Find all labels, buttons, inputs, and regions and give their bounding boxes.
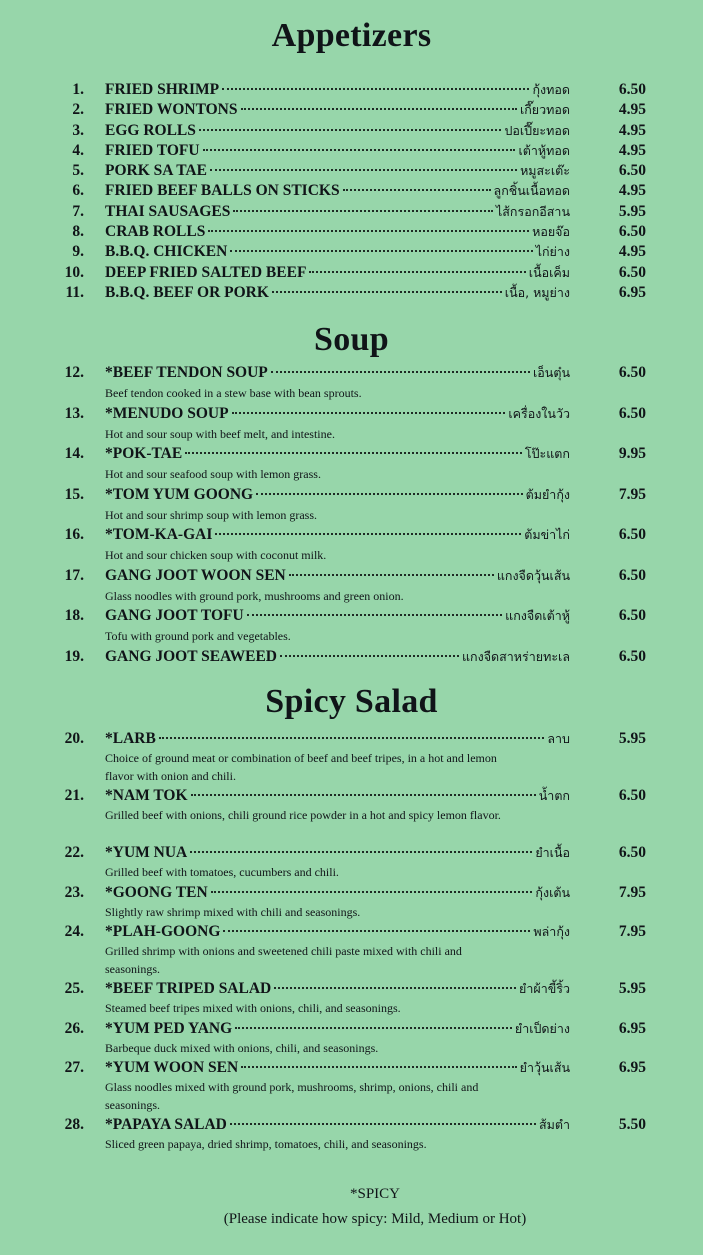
item-number: 18.	[64, 607, 84, 624]
item-line	[105, 646, 570, 668]
menu-item	[0, 605, 703, 646]
item-price: 6.50	[618, 844, 646, 861]
item-thai-name: ไส้กรอกอีสาน	[496, 203, 570, 219]
menu-item-row	[0, 242, 703, 262]
item-number: 24.	[64, 923, 84, 940]
menu-item-row	[0, 263, 703, 283]
item-price: 6.50	[618, 81, 646, 98]
item-name: EGG ROLLS	[105, 121, 196, 139]
dot-leader	[233, 210, 493, 212]
item-name: FRIED TOFU	[105, 141, 200, 159]
dot-leader	[223, 930, 530, 932]
menu-item-row	[0, 121, 703, 141]
item-number: 10.	[64, 263, 84, 281]
item-number: 16.	[64, 526, 84, 543]
item-line	[105, 484, 570, 506]
menu-item	[0, 263, 703, 283]
menu-item-row	[0, 362, 703, 384]
item-number: 3.	[72, 121, 84, 139]
appetizers-list	[0, 80, 703, 303]
item-description: Hot and sour soup with beef melt, and intestine.	[105, 426, 335, 441]
item-thai-name: ต้มยำกุ้ง	[525, 486, 570, 502]
dot-leader	[159, 737, 545, 739]
item-price: 6.50	[618, 566, 646, 584]
item-thai-name: กุ้งทอด	[532, 82, 570, 97]
item-price: 4.95	[618, 121, 646, 139]
item-number: 12.	[64, 364, 84, 381]
item-line	[105, 403, 570, 425]
dot-leader	[274, 987, 516, 989]
item-thai-name: ต้มข่าไก่	[524, 527, 570, 542]
soup-heading: Soup	[314, 321, 389, 358]
item-price: 6.50	[618, 647, 646, 665]
dot-leader	[280, 655, 459, 657]
item-price: 6.50	[618, 223, 646, 241]
item-description: Hot and sour shrimp soup with lemon grass.	[105, 507, 317, 522]
item-description: Glass noodles mixed with ground pork, mushrooms, shrimp, onions, chili and seasonings.	[105, 1080, 479, 1112]
dot-leader	[235, 1027, 512, 1029]
item-line	[105, 161, 570, 181]
menu-item	[0, 161, 703, 181]
menu-item-row	[0, 484, 703, 506]
dot-leader	[256, 493, 523, 495]
menu-item	[0, 181, 703, 201]
item-line	[105, 728, 570, 750]
dot-leader	[230, 1123, 536, 1125]
item-name: FRIED WONTONS	[105, 101, 238, 119]
item-name: GANG JOOT SEAWEED	[105, 647, 277, 665]
item-name: GANG JOOT WOON SEN	[105, 566, 286, 584]
item-name: *POK-TAE	[105, 445, 183, 462]
item-description: Sliced green papaya, dried shrimp, tomatoes, chili, and seasonings.	[105, 1137, 427, 1151]
item-name: *MENUDO SOUP	[105, 404, 229, 422]
item-line	[105, 524, 570, 546]
item-description: Choice of ground meat or combination of beef and beef tripes, in a hot and lemon flavor with onion and chili.	[105, 751, 497, 783]
dot-leader	[210, 169, 517, 171]
item-name: B.B.Q. BEEF OR PORK	[105, 283, 269, 301]
item-price: 6.50	[618, 526, 646, 543]
item-name: PORK SA TAE	[105, 162, 207, 180]
item-name: *PLAH-GOONG	[105, 923, 221, 940]
item-line	[105, 202, 570, 222]
spicy-salad-heading: Spicy Salad	[265, 683, 438, 720]
item-thai-name: ส้มตำ	[538, 1117, 570, 1132]
item-name: *BEEF TENDON SOUP	[105, 364, 268, 381]
item-line	[105, 362, 570, 384]
item-description: Hot and sour chicken soup with coconut milk.	[105, 548, 327, 562]
menu-item	[0, 524, 703, 565]
item-price: 7.95	[618, 485, 646, 503]
menu-item	[0, 242, 703, 262]
item-line	[105, 565, 570, 587]
item-price: 7.95	[618, 883, 646, 901]
item-number: 14.	[64, 445, 84, 462]
menu-item	[0, 1114, 703, 1171]
menu-item-row	[0, 283, 703, 303]
dot-leader	[191, 794, 536, 796]
menu-item-row	[0, 785, 703, 807]
item-line	[105, 222, 570, 242]
menu-item	[0, 728, 703, 785]
dot-leader	[230, 250, 532, 252]
item-number: 1.	[72, 81, 84, 98]
dot-leader	[211, 891, 533, 893]
item-name: DEEP FRIED SALTED BEEF	[105, 263, 307, 281]
item-line	[105, 242, 570, 262]
item-number: 7.	[72, 202, 84, 220]
item-name: B.B.Q. CHICKEN	[105, 243, 228, 261]
menu-item-row	[0, 842, 703, 864]
item-price: 4.95	[618, 182, 646, 200]
item-line	[105, 141, 570, 161]
item-thai-name: ไก่ย่าง	[535, 244, 570, 260]
menu-item	[0, 202, 703, 222]
item-thai-name: ยำวุ้นเส้น	[519, 1060, 570, 1075]
menu-item	[0, 222, 703, 242]
menu-item-row	[0, 921, 703, 943]
menu-item	[0, 362, 703, 403]
dot-leader	[215, 533, 521, 535]
menu-item	[0, 484, 703, 525]
item-thai-name: เกี๊ยวทอด	[519, 102, 570, 118]
menu-item	[0, 141, 703, 161]
item-line	[105, 1018, 570, 1040]
item-price: 6.95	[618, 283, 646, 301]
item-thai-name: เครื่องในวัว	[508, 405, 570, 421]
item-name: *PAPAYA SALAD	[105, 1116, 227, 1133]
dot-leader	[247, 614, 503, 616]
item-line	[105, 121, 570, 141]
item-name: THAI SAUSAGES	[105, 202, 231, 220]
item-number: 9.	[72, 243, 84, 261]
item-number: 28.	[64, 1116, 84, 1133]
item-number: 25.	[64, 980, 84, 997]
item-price: 5.95	[618, 730, 646, 747]
item-price: 6.95	[618, 1019, 646, 1037]
menu-item-row	[0, 161, 703, 181]
item-name: FRIED BEEF BALLS ON STICKS	[105, 182, 340, 200]
menu-item-row	[0, 222, 703, 242]
menu-item-row	[0, 565, 703, 587]
item-line	[105, 785, 570, 807]
soup-list	[0, 362, 703, 668]
dot-leader	[208, 230, 529, 232]
item-line	[105, 1057, 570, 1079]
dot-leader	[241, 1066, 516, 1068]
item-line	[105, 921, 570, 943]
menu-item-row	[0, 524, 703, 546]
item-name: *YUM WOON SEN	[105, 1059, 239, 1076]
menu-item-row	[0, 100, 703, 120]
item-description: Grilled shrimp with onions and sweetened chili paste mixed with chili and seasonings.	[105, 944, 462, 976]
item-thai-name: โป๊ะแตก	[524, 446, 570, 461]
item-description: Grilled beef with onions, chili ground rice powder in a hot and spicy lemon flavor.	[105, 808, 501, 822]
item-number: 23.	[64, 883, 84, 901]
menu-item-row	[0, 978, 703, 1000]
item-number: 26.	[64, 1019, 84, 1037]
menu-item-row	[0, 1018, 703, 1040]
item-number: 27.	[64, 1059, 84, 1076]
dot-leader	[203, 149, 516, 151]
item-number: 22.	[64, 844, 84, 861]
item-number: 21.	[64, 787, 84, 804]
menu-item-row	[0, 1114, 703, 1136]
item-number: 8.	[72, 223, 84, 241]
item-price: 6.50	[618, 263, 646, 281]
item-thai-name: พล่ากุ้ง	[533, 924, 570, 939]
item-thai-name: ลูกชิ้นเนื้อทอด	[493, 183, 570, 199]
item-price: 6.95	[618, 1059, 646, 1076]
dot-leader	[271, 371, 530, 373]
item-description: Tofu with ground pork and vegetables.	[105, 629, 291, 643]
item-price: 5.95	[618, 980, 646, 997]
item-number: 4.	[72, 141, 84, 159]
menu-item-row	[0, 202, 703, 222]
item-number: 20.	[64, 730, 84, 747]
menu-item	[0, 121, 703, 141]
item-line	[105, 978, 570, 1000]
item-name: *YUM NUA	[105, 844, 188, 861]
menu-item-row	[0, 181, 703, 201]
spiciness-instruction: (Please indicate how spicy: Mild, Medium or Hot)	[223, 1211, 527, 1227]
dot-leader	[185, 452, 522, 454]
item-line	[105, 605, 570, 627]
item-name: CRAB ROLLS	[105, 223, 206, 241]
item-line	[105, 181, 570, 201]
menu-item	[0, 785, 703, 842]
menu-item-row	[0, 80, 703, 100]
menu-item	[0, 283, 703, 303]
item-price: 7.95	[618, 923, 646, 940]
appetizers-heading: Appetizers	[271, 17, 432, 54]
menu-item	[0, 978, 703, 1018]
menu-item	[0, 565, 703, 606]
menu-item-row	[0, 728, 703, 750]
item-name: *TOM-KA-GAI	[105, 526, 213, 543]
menu-item-row	[0, 646, 703, 668]
item-price: 6.50	[618, 607, 646, 624]
item-name: *YUM PED YANG	[105, 1019, 233, 1037]
menu-item-row	[0, 403, 703, 425]
item-number: 15.	[64, 485, 84, 503]
item-line	[105, 100, 570, 120]
item-description: Glass noodles with ground pork, mushrooms and green onion.	[105, 588, 404, 603]
menu-item	[0, 882, 703, 922]
menu-item	[0, 80, 703, 100]
item-line	[105, 882, 570, 904]
item-thai-name: แกงจืดสาหร่ายทะเล	[461, 648, 570, 664]
item-line	[105, 443, 570, 465]
item-price: 6.50	[618, 162, 646, 180]
item-thai-name: หอยจ๊อ	[532, 224, 570, 240]
menu-item-row	[0, 605, 703, 627]
item-number: 17.	[64, 566, 84, 584]
item-thai-name: ลาบ	[547, 731, 570, 746]
item-name: *BEEF TRIPED SALAD	[105, 980, 272, 997]
menu-item	[0, 1057, 703, 1114]
item-thai-name: ยำเป็ดย่าง	[514, 1020, 570, 1036]
item-thai-name: แกงจืดเต้าหู้	[505, 608, 570, 623]
item-price: 6.50	[618, 364, 646, 381]
item-price: 4.95	[618, 243, 646, 261]
item-thai-name: เต้าหู้ทอด	[518, 142, 570, 158]
menu-item	[0, 842, 703, 882]
item-thai-name: ยำผ้าขี้ริ้ว	[519, 981, 570, 996]
item-thai-name: กุ้งเต้น	[535, 884, 570, 900]
menu-item	[0, 1018, 703, 1058]
dot-leader	[232, 412, 506, 414]
item-number: 19.	[64, 647, 84, 665]
item-thai-name: เอ็นตุ๋น	[533, 365, 570, 380]
menu-item	[0, 403, 703, 444]
item-price: 6.50	[618, 787, 646, 804]
dot-leader	[199, 129, 502, 131]
item-thai-name: ยำเนื้อ	[535, 845, 570, 860]
dot-leader	[241, 108, 517, 110]
item-thai-name: น้ำตก	[538, 788, 570, 803]
item-price: 5.50	[618, 1116, 646, 1133]
item-thai-name: เนื้อเค็ม	[528, 264, 570, 280]
item-price: 9.95	[618, 445, 646, 462]
dot-leader	[289, 574, 494, 576]
item-name: *GOONG TEN	[105, 883, 208, 901]
item-number: 2.	[72, 101, 84, 119]
dot-leader	[343, 189, 491, 191]
dot-leader	[272, 291, 502, 293]
item-number: 5.	[72, 162, 84, 180]
item-description: Grilled beef with tomatoes, cucumbers and chili.	[105, 865, 339, 879]
item-description: Slightly raw shrimp mixed with chili and seasonings.	[105, 904, 361, 919]
menu-item-row	[0, 141, 703, 161]
menu-item	[0, 646, 703, 668]
item-name: *NAM TOK	[105, 787, 188, 804]
item-number: 6.	[72, 182, 84, 200]
item-line	[105, 1114, 570, 1136]
item-thai-name: ปอเปี๊ยะทอด	[504, 122, 570, 138]
spicy-salad-list	[0, 728, 703, 1171]
item-line	[105, 842, 570, 864]
menu-item	[0, 100, 703, 120]
item-description: Hot and sour seafood soup with lemon grass.	[105, 467, 321, 481]
item-name: *TOM YUM GOONG	[105, 485, 254, 503]
menu-item-row	[0, 882, 703, 904]
item-thai-name: หมูสะเต๊ะ	[520, 163, 570, 179]
item-description: Beef tendon cooked in a stew base with bean sprouts.	[105, 386, 362, 400]
dot-leader	[309, 271, 525, 273]
item-name: FRIED SHRIMP	[105, 81, 220, 98]
item-line	[105, 263, 570, 283]
menu-item	[0, 921, 703, 978]
item-line	[105, 80, 570, 100]
dot-leader	[222, 88, 529, 90]
spicy-note: *SPICY	[349, 1186, 401, 1202]
item-thai-name: แกงจืดวุ้นเส้น	[496, 567, 570, 583]
item-number: 13.	[64, 404, 84, 422]
item-number: 11.	[65, 283, 84, 301]
item-thai-name: เนื้อ, หมูย่าง	[504, 284, 570, 300]
item-price: 4.95	[618, 101, 646, 119]
item-name: GANG JOOT TOFU	[105, 607, 244, 624]
item-line	[105, 283, 570, 303]
item-price: 4.95	[618, 141, 646, 159]
menu-item-row	[0, 1057, 703, 1079]
menu-item-row	[0, 443, 703, 465]
item-price: 6.50	[618, 404, 646, 422]
dot-leader	[190, 851, 532, 853]
menu-item	[0, 443, 703, 484]
item-description: Steamed beef tripes mixed with onions, chili, and seasonings.	[105, 1001, 401, 1015]
item-price: 5.95	[618, 202, 646, 220]
item-name: *LARB	[105, 730, 156, 747]
item-description: Barbeque duck mixed with onions, chili, and seasonings.	[105, 1040, 379, 1055]
